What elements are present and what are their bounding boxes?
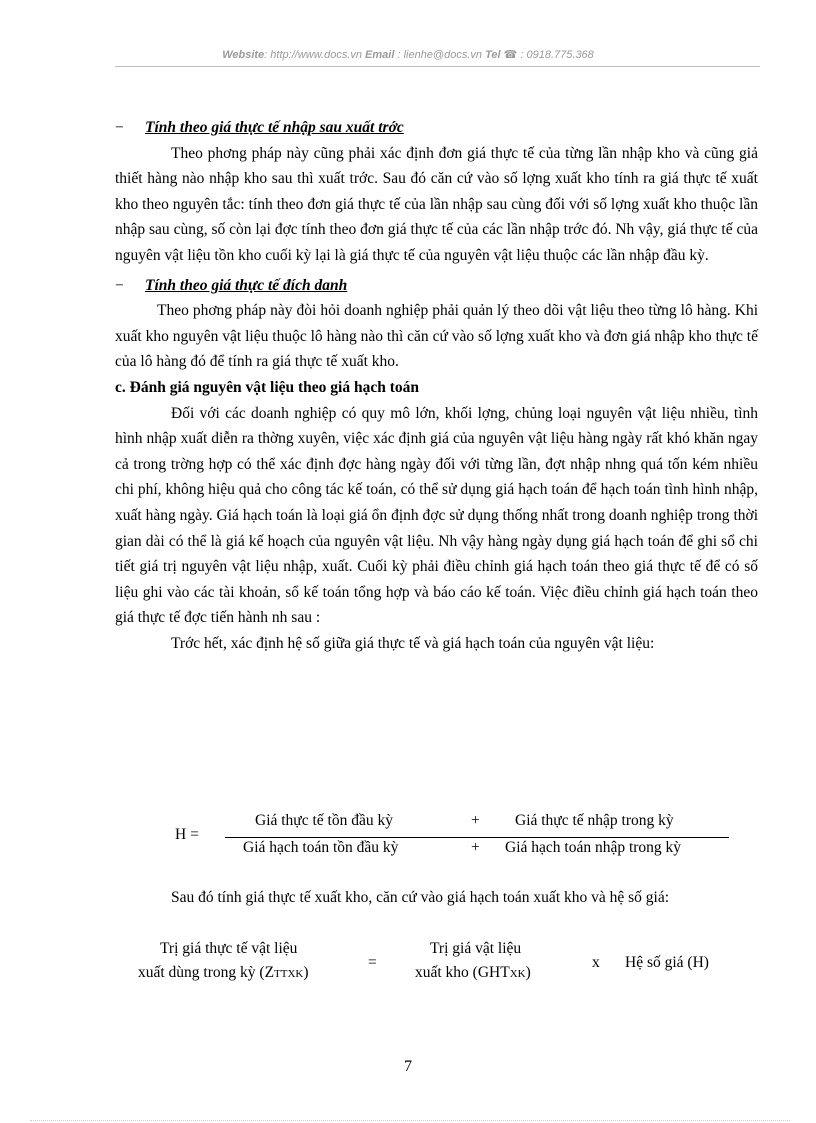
section-title: Tính theo giá thực tế nhập sau xuất trớc	[145, 119, 404, 136]
paragraph: Đối với các doanh nghiệp có quy mô lớn, khối lợng, chủng loại nguyên vật liệu nhiều, tình hình nhập xuất diễn ra thờng xuyên, việc xác định giá của nguyên vật liệu hàng ngày rất khó khăn ngay cả trong trờng hợp có thể xác định đợc hàng ngày đối với từng lần, đợt nhập nhng quá tốn kém nhiều chi phí, không hiệu quả cho công tác kế toán, có thể sử dụng giá hạch toán để hạch toán tình hình nhập, xuất hàng ngày. Giá hạch toán là loại giá ổn định đợc sử dụng thống nhất trong doanh nghiệp trong thời gian dài có thể là giá kế hoạch của nguyên vật liệu. Nh vậy hàng ngày dụng giá hạch toán để ghi sổ chi tiết giá trị nguyên vật liệu nhập, xuất. Cuối kỳ phải điều chỉnh giá hạch toán theo giá thực tế để có số liệu ghi vào các tài khoản, sổ kế toán tổng hợp và báo cáo kế toán. Việc điều chỉnh giá hạch toán theo giá thực tế đợc tiến hành nh sau :	[115, 404, 758, 627]
term-b-line1: Trị giá vật liệu	[430, 940, 522, 957]
numerator-a: Giá thực tế tồn đầu kỳ	[255, 812, 393, 829]
document-body-2	[115, 885, 758, 911]
email-value: : lienhe@docs.vn	[394, 49, 486, 61]
dash-bullet: −	[115, 276, 124, 294]
page-header	[0, 48, 816, 61]
term-b-line2: xuất kho (GHTXK)	[415, 964, 531, 981]
section-title: Tính theo giá thực tế đích danh	[145, 276, 348, 294]
fraction-line	[225, 837, 729, 838]
times-sign: x	[592, 954, 600, 971]
tel-label: Tel	[485, 49, 501, 61]
document-body	[115, 115, 758, 656]
term-a-line1: Trị giá thực tế vật liệu	[160, 940, 298, 957]
export-value-formula	[130, 940, 770, 990]
numerator-plus: +	[471, 812, 480, 829]
page-bottom-border	[30, 1120, 790, 1121]
paragraph: Trớc hết, xác định hệ số giữa giá thực tế và giá hạch toán của nguyên vật liệu:	[171, 634, 655, 652]
denominator-b: Giá hạch toán nhập trong kỳ	[505, 839, 682, 856]
dash-bullet: −	[115, 119, 124, 136]
term-a-line2: xuất dùng trong kỳ (ZTTXK)	[138, 964, 309, 981]
denominator-plus: +	[471, 839, 480, 856]
paragraph: Theo phơng pháp này cũng phải xác định đơn giá thực tế của từng lần nhập kho và cũng giả thiết hàng nào nhập kho sau thì xuất trớc. Sau đó căn cứ vào số lợng xuất kho tính ra giá thực tế xuất kho theo nguyên tắc: tính theo đơn giá thực tế của lần nhập sau cùng đối với số lợng xuất kho thuộc lần nhập sau cùng, số còn lại đợc tính theo đơn giá thực tế của các lần nhập trớc đó. Nh vậy, giá thực tế của nguyên vật liệu tồn kho cuối kỳ lại là giá thực tế của nguyên vật liệu thuộc các lần nhập đầu kỳ.	[115, 144, 758, 264]
paragraph: Sau đó tính giá thực tế xuất kho, căn cứ vào giá hạch toán xuất kho và hệ số giá:	[171, 889, 670, 906]
numerator-b: Giá thực tế nhập trong kỳ	[515, 812, 674, 829]
page-number: 7	[404, 1058, 412, 1075]
coefficient-formula	[175, 812, 735, 862]
denominator-a: Giá hạch toán tồn đầu kỳ	[243, 839, 399, 856]
paragraph: Theo phơng pháp này đòi hỏi doanh nghiệp phải quản lý theo dõi vật liệu theo từng lô hàng. Khi xuất kho nguyên vật liệu thuộc lô hàng nào thì căn cứ vào số lợng xuất kho và đơn giá nhập kho thực tế của lô hàng đó để tính ra giá thực tế xuất kho.	[115, 302, 758, 371]
formula-lhs: H =	[175, 826, 199, 843]
website-value: : http://www.docs.vn	[264, 49, 366, 61]
term-c: Hệ số giá (H)	[625, 954, 709, 971]
website-label: Website	[222, 49, 265, 61]
tel-value: ☎ : 0918.775.368	[500, 49, 594, 61]
equals-sign: =	[368, 954, 377, 971]
email-label: Email	[365, 49, 395, 61]
header-divider	[115, 66, 760, 67]
section-c-heading: c. Đánh giá nguyên vật liệu theo giá hạch toán	[115, 378, 420, 396]
section-lifo-heading	[115, 115, 758, 141]
section-specific-heading	[115, 273, 758, 299]
